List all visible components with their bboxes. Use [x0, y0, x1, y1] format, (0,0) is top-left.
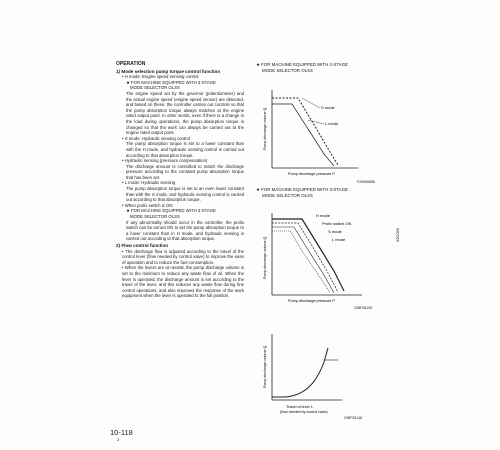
figure-1-l-mode-label: L mode [325, 121, 339, 126]
figure-2-caption-2: MODE SELECTOR OLSS [262, 192, 313, 198]
figure-2-graph [258, 205, 378, 305]
operation-heading: OPERATION [116, 61, 146, 67]
figure-2-code: 20BF05105 [354, 306, 373, 310]
right-column-2 [256, 187, 386, 198]
section-2-heading: 2) Flow control function [116, 243, 169, 248]
page-number: 10-118 [110, 428, 133, 437]
figure-3-flow-curve [272, 348, 328, 397]
figure-2-y-label: Pump discharge volume Q [263, 236, 267, 279]
figure-1-caption-2: MODE SELECTOR OLSS [262, 67, 313, 73]
figure-1-l-mode-curve [272, 104, 334, 166]
figure-1-code: F206S6886 [357, 180, 376, 184]
figure-3-graph [258, 322, 378, 422]
section-1-heading: 1) Mode selection pump torque control function [116, 68, 221, 74]
page-sub-number: 2 [117, 437, 120, 442]
figure-3 [258, 322, 378, 422]
prolix-note-2: MODE SELECTOR OLSS [130, 214, 180, 220]
prolix-body: If any abnormality should occur in the controller, the prolix switch can be turned ON to set the pump absorption torque to a lower constant than in H mode, and hydraulic sensing is carried out according to that absorption torque. [126, 219, 244, 242]
s-mode-body: The pump absorption torque is set to a lower constant than with the H mode, and hydraulic sensing control is carried out according to that absorption torque. [126, 141, 244, 158]
figure-2-l-mode-label: L mode [332, 237, 346, 242]
figure-3-x-label-2: (flow needed by control valve) [280, 410, 328, 414]
flow-control-item-2: • When the levers are at neutral, the pump discharge volume is set to the minimum to reduce any waste flow of oil. When the lever is operated, the discharge amount is set according to the travel of the lever, and this reduces any waste flow during fine control operations, and also improves the response of the work equipment when the lever is operated to the full position. [122, 265, 244, 299]
l-mode-body: The pump absorption torque is set to an even lower constant than with the S mode, and hydraulic sensing control is carried out according to that absorption torque. [126, 186, 244, 203]
h-mode-item: • H mode: Engine speed sensing control [122, 74, 199, 80]
figure-3-y-label: Pump discharge volume Q [263, 345, 267, 388]
prolix-note: ★ FOR MACHINE EQUIPPED WITH 3-STAGE [126, 208, 216, 214]
side-code: 03C060 [395, 227, 400, 242]
figure-1-y-label: Pump discharge volume Q [263, 107, 267, 150]
figure-1-graph [258, 80, 378, 180]
figure-2-x-label: Pump discharge pressure P [288, 299, 335, 303]
s-mode-item: • S mode: Hydraulic sensing control [122, 135, 190, 141]
left-column [116, 62, 244, 299]
figure-2-h-mode-label: H mode [316, 213, 331, 218]
right-column [256, 62, 386, 73]
prolix-item: • When prolix switch is ON [122, 202, 173, 208]
figure-1-l-leader [308, 120, 324, 124]
figure-2-prolix-label: Prolix switch ON [322, 221, 352, 226]
figure-1-s-leader [302, 98, 320, 108]
h-mode-body: The engine speed set by the governor (potentiometer) and the actual engine speed (engine speed sensor) are detected, and based on these, the controller carries out controls so that the pump absorption torque always matches at the engine rated output point. In other words, even if there is a change in the load during operations, the pump absorption torque is changed so that the work can always be carried out at the engine rated output point. [126, 90, 244, 136]
flow-control-item-1: • The discharge flow is adjusted according to the travel of the control lever (flow needed by control valve) to improve the ease of operation and to reduce the fuel consumption. [122, 248, 244, 265]
figure-2-s-mode-curve [272, 227, 334, 293]
figure-2-s-mode-label: S mode [328, 229, 342, 234]
figure-2 [258, 205, 378, 305]
figure-2-caption: ★ FOR MACHINE EQUIPPED WITH 3-STAGE [256, 187, 348, 192]
figure-1 [258, 80, 378, 180]
figure-1-caption: ★ FOR MACHINE EQUIPPED WITH 2-STAGE [256, 62, 348, 67]
l-mode-item: • L mode: Hydraulic sensing [122, 180, 176, 186]
figure-3-code: 20BF05146 [344, 416, 363, 420]
hydraulic-sensing-body: The discharge amount is controlled to match the discharge pressure according to the constant pump absorption torque that has been set. [126, 163, 244, 180]
h-mode-note: ★ FOR MACHINE EQUIPPED WITH 3-STAGE [126, 79, 216, 85]
figure-3-x-label: Travel of lever L [286, 405, 314, 409]
hydraulic-sensing-item: • Hydraulic sensing (pressure compensation) [122, 158, 208, 164]
figure-1-x-label: Pump discharge pressure P [288, 172, 335, 176]
figure-1-s-mode-label: S mode [321, 105, 335, 110]
h-mode-note-2: MODE SELECTOR OLSS [130, 85, 180, 91]
